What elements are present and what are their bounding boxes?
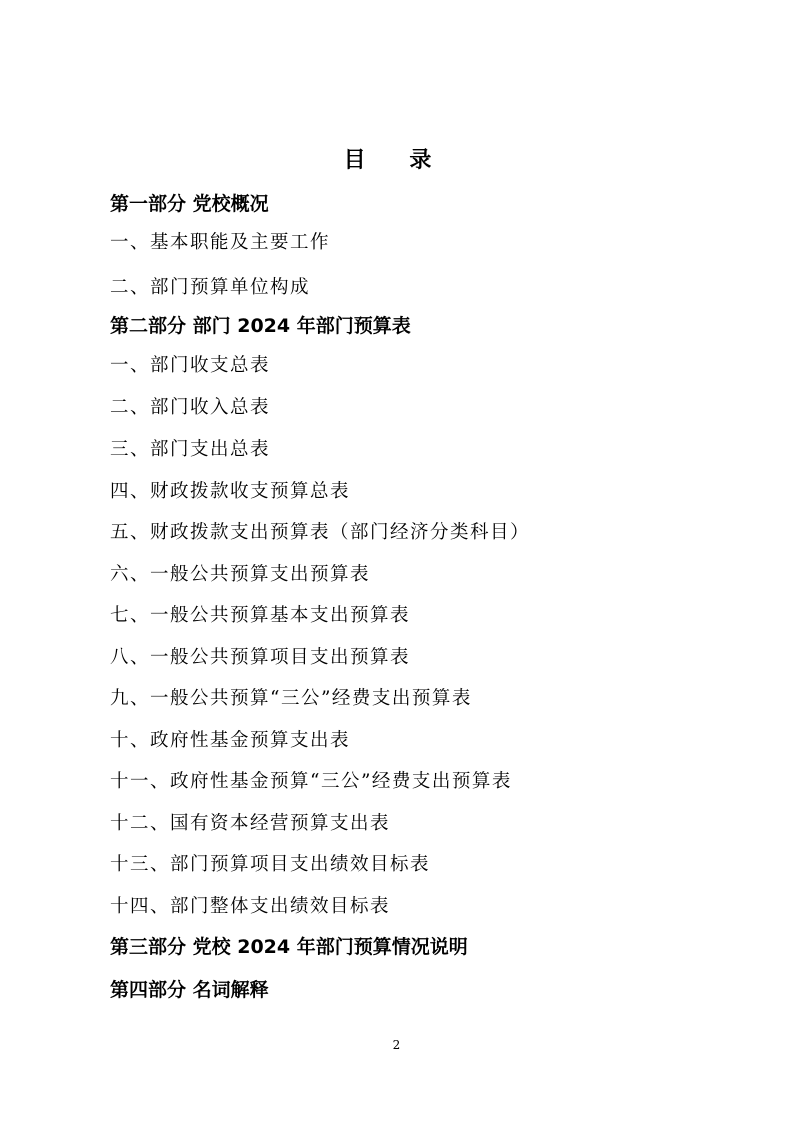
toc-item: 十二、国有资本经营预算支出表 bbox=[110, 813, 391, 834]
toc-item: 一、部门收支总表 bbox=[110, 355, 271, 376]
toc-item: 五、财政拨款支出预算表（部门经济分类科目） bbox=[110, 522, 531, 543]
toc-item: 八、一般公共预算项目支出预算表 bbox=[110, 647, 411, 668]
toc-item: 三、部门支出总表 bbox=[110, 439, 271, 460]
toc-item: 十一、政府性基金预算“三公”经费支出预算表 bbox=[110, 771, 512, 792]
part-2-heading: 第二部分 部门 2024 年部门预算表 bbox=[110, 315, 411, 337]
toc-item: 四、财政拨款收支预算总表 bbox=[110, 481, 351, 502]
part-3-heading: 第三部分 党校 2024 年部门预算情况说明 bbox=[110, 936, 468, 958]
toc-item: 二、部门预算单位构成 bbox=[110, 277, 311, 298]
toc-item: 十四、部门整体支出绩效目标表 bbox=[110, 896, 391, 917]
toc-item: 六、一般公共预算支出预算表 bbox=[110, 564, 371, 585]
toc-item: 十、政府性基金预算支出表 bbox=[110, 730, 351, 751]
part-4-heading: 第四部分 名词解释 bbox=[110, 979, 269, 1001]
toc-item: 七、一般公共预算基本支出预算表 bbox=[110, 605, 411, 626]
toc-item: 九、一般公共预算“三公”经费支出预算表 bbox=[110, 688, 472, 709]
page-number: 2 bbox=[392, 1038, 401, 1052]
part-1-heading: 第一部分 党校概况 bbox=[110, 193, 269, 215]
toc-item: 一、基本职能及主要工作 bbox=[110, 232, 331, 253]
toc-title: 目 录 bbox=[343, 148, 450, 173]
toc-item: 十三、部门预算项目支出绩效目标表 bbox=[110, 854, 431, 875]
toc-item: 二、部门收入总表 bbox=[110, 397, 271, 418]
